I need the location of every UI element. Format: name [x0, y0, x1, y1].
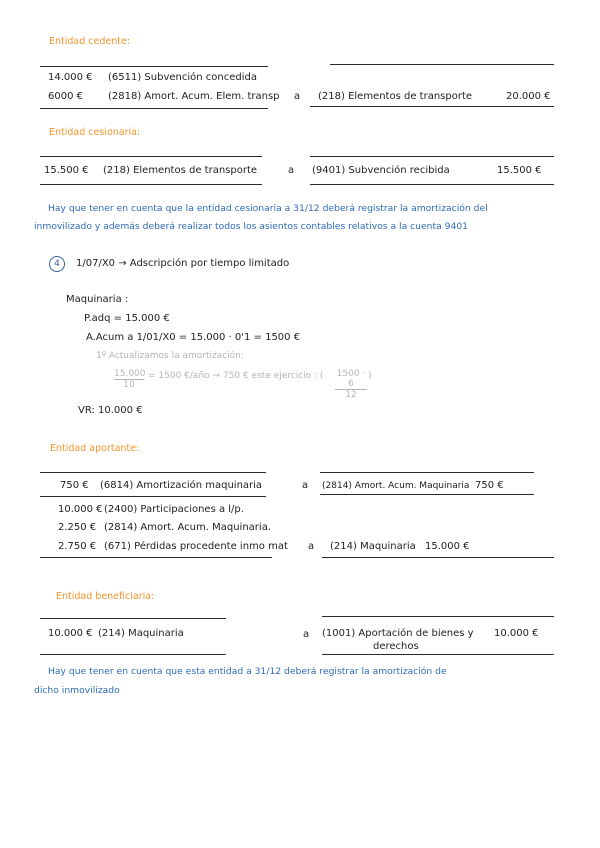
note-line: inmovilizado y además deberá realizar todos los asientos contables relativos a la cuenta 9401 — [34, 221, 469, 232]
debit-amount: 2.250 € — [58, 522, 97, 533]
debit-amount: 15.500 € — [44, 165, 89, 176]
debit-account: (2400) Participaciones a l/p. — [104, 504, 244, 515]
asset-label: Maquinaria : — [66, 294, 129, 305]
debit-amount: 10.000 € — [48, 628, 93, 639]
debit-amount: 10.000 € — [58, 504, 103, 515]
journal-top-line — [310, 156, 554, 157]
note-line: dicho inmovilizado — [34, 685, 120, 696]
note-line: Hay que tener en cuenta que la entidad cesionaria a 31/12 deberá registrar la amortización del — [48, 203, 488, 214]
credit-amount: 15.000 € — [425, 541, 470, 552]
accumulated-amortization: A.Acum a 1/01/X0 = 15.000 · 0'1 = 1500 € — [86, 332, 301, 343]
journal-separator: a — [308, 541, 315, 552]
debit-account: (2818) Amort. Acum. Elem. transp — [108, 91, 280, 102]
case-number-badge: 4 — [49, 256, 65, 272]
journal-separator: a — [288, 165, 295, 176]
debit-account: (6814) Amortización maquinaria — [100, 480, 263, 491]
journal-separator: a — [303, 629, 310, 640]
journal-top-line — [330, 64, 554, 65]
journal-separator: a — [294, 91, 301, 102]
journal-line — [320, 494, 534, 495]
journal-top-line — [320, 472, 534, 473]
residual-value: VR: 10.000 € — [78, 405, 143, 416]
debit-amount: 750 € — [60, 480, 89, 491]
credit-account-continued: derechos — [373, 641, 419, 652]
journal-bottom-line — [310, 184, 554, 185]
journal-bottom-line — [40, 184, 262, 185]
journal-separator: a — [302, 480, 309, 491]
debit-account: (2814) Amort. Acum. Maquinaria. — [104, 522, 272, 533]
case-title: 1/07/X0 → Adscripción por tiempo limitado — [76, 258, 290, 269]
section-title-cesionaria: Entidad cesionaria: — [49, 127, 141, 138]
journal-bottom-line — [40, 108, 268, 109]
calc-text: = 1500 €/año → 750 € este ejercicio : ( — [148, 371, 324, 381]
credit-amount: 10.000 € — [494, 628, 539, 639]
debit-amount: 2.750 € — [58, 541, 97, 552]
debit-account: (671) Pérdidas procedente inmo mat — [104, 541, 288, 552]
fraction — [114, 369, 144, 390]
journal-bottom-line — [322, 557, 554, 558]
journal-top-line — [40, 472, 266, 473]
fraction-numerator: 15.000 — [114, 369, 146, 379]
journal-bottom-line — [40, 557, 272, 558]
credit-amount: 750 € — [475, 480, 504, 491]
debit-account: (6511) Subvención concedida — [108, 72, 257, 83]
section-title-aportante: Entidad aportante: — [50, 443, 140, 454]
journal-top-line — [322, 616, 554, 617]
credit-account: (214) Maquinaria — [330, 541, 416, 552]
credit-account: (218) Elementos de transporte — [318, 91, 473, 102]
credit-account: (2814) Amort. Acum. Maquinaria — [322, 481, 470, 491]
credit-account: (9401) Subvención recibida — [312, 165, 450, 176]
debit-amount: 6000 € — [48, 91, 83, 102]
note-line: Hay que tener en cuenta que esta entidad a 31/12 deberá registrar la amortización de — [48, 666, 447, 677]
debit-account: (214) Maquinaria — [98, 628, 184, 639]
section-title-cedente: Entidad cedente: — [49, 36, 131, 47]
journal-bottom-line — [322, 654, 554, 655]
acquisition-price: P.adq = 15.000 € — [84, 313, 170, 324]
journal-top-line — [40, 66, 268, 67]
credit-account: (1001) Aportación de bienes y — [322, 628, 474, 639]
journal-line — [40, 496, 266, 497]
fraction — [335, 369, 367, 400]
credit-amount: 20.000 € — [506, 91, 551, 102]
calc-text: ) — [368, 371, 372, 381]
journal-bottom-line — [40, 654, 226, 655]
journal-top-line — [40, 156, 262, 157]
credit-amount: 15.500 € — [497, 165, 542, 176]
section-title-beneficiaria: Entidad beneficiaria: — [56, 591, 155, 602]
fraction-denominator: 10 — [123, 380, 135, 390]
journal-top-line — [40, 618, 226, 619]
fraction-numerator: 1500 · 6 — [336, 369, 366, 389]
debit-account: (218) Elementos de transporte — [103, 165, 258, 176]
debit-amount: 14.000 € — [48, 72, 93, 83]
calc-note: 1º Actualizamos la amortización: — [96, 351, 244, 361]
journal-bottom-line — [310, 106, 554, 107]
fraction-denominator: 12 — [345, 390, 357, 400]
